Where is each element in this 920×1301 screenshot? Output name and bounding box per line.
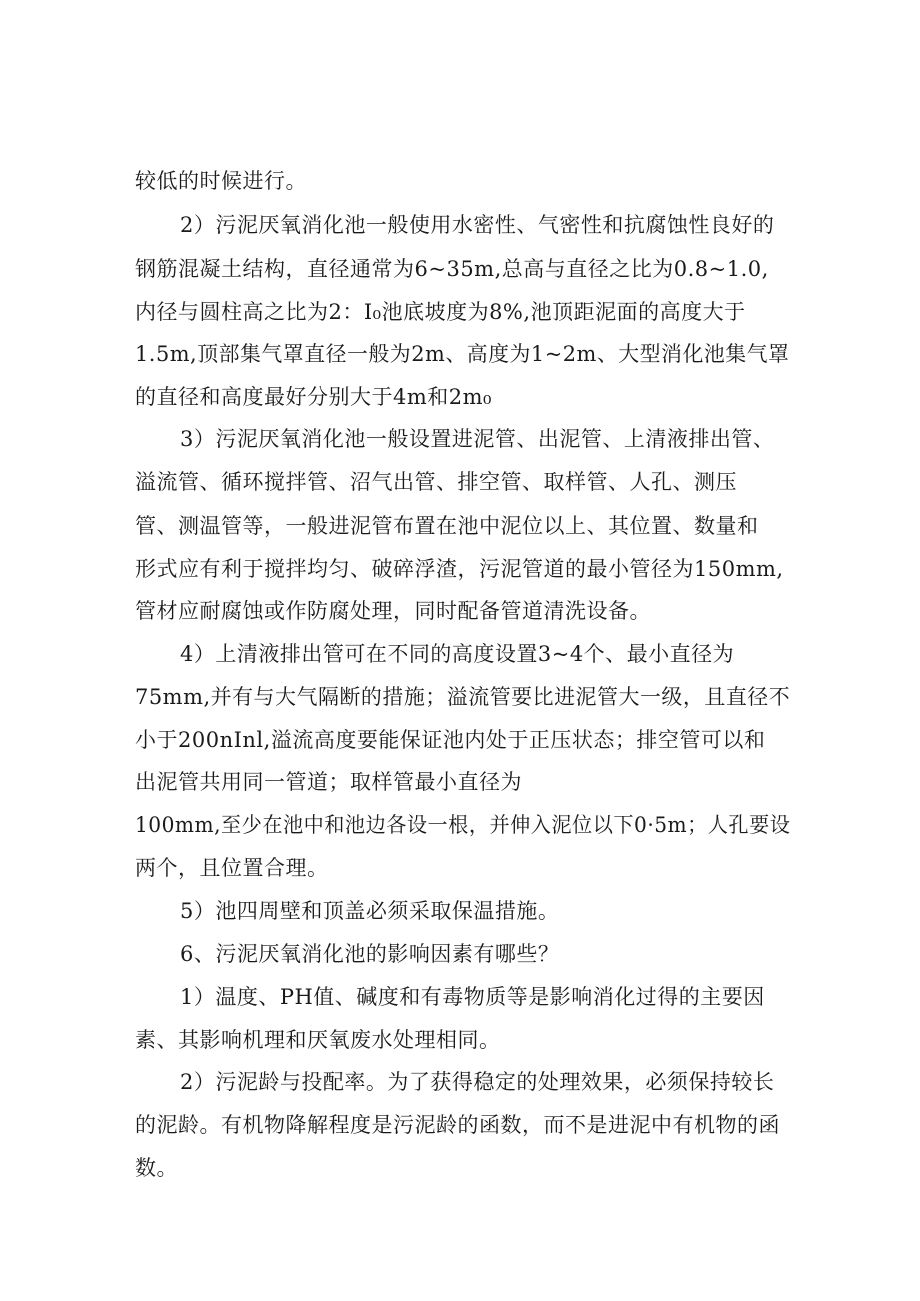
paragraph-line: 内径与圆柱高之比为2：I₀池底坡度为8%,池顶距泥面的高度大于 [135,300,746,324]
paragraph-line: 形式应有利于搅拌均匀、破碎浮渣，污泥管道的最小管径为150mm, [135,557,784,581]
paragraph-line: 钢筋混凝土结构，直径通常为6~35m,总高与直径之比为0.8~1.0, [135,257,769,281]
paragraph-line: 小于200nInl,溢流高度要能保证池内处于正压状态；排空管可以和 [135,728,766,752]
paragraph-line: 较低的时候进行。 [135,169,307,193]
paragraph-line: 溢流管、循环搅拌管、沼气出管、排空管、取样管、人孔、测压 [135,470,737,494]
paragraph-line: 1.5m,顶部集气罩直径一般为2m、高度为1~2m、大型消化池集气罩 [135,342,790,366]
paragraph-line: 3）污泥厌氧消化池一般设置进泥管、出泥管、上清液排出管、 [180,427,775,451]
paragraph-line: 75mm,并有与大气隔断的措施；溢流管要比进泥管大一级，且直径不 [135,685,791,709]
paragraph-line: 出泥管共用同一管道；取样管最小直径为 [135,770,522,794]
paragraph-line: 2）污泥龄与投配率。为了获得稳定的处理效果，必须保持较长 [180,1070,775,1094]
section-heading: 6、污泥厌氧消化池的影响因素有哪些？ [180,942,560,966]
paragraph-line: 管、测温管等，一般进泥管布置在池中泥位以上、其位置、数量和 [135,514,759,538]
paragraph-line: 1）温度、PH值、碱度和有毒物质等是影响消化过得的主要因 [180,985,765,1009]
paragraph-line: 素、其影响机理和厌氧废水处理相同。 [135,1028,501,1052]
paragraph-line: 5）池四周壁和顶盖必须采取保温措施。 [180,899,560,923]
paragraph-line: 2）污泥厌氧消化池一般使用水密性、气密性和抗腐蚀性良好的 [180,213,775,237]
paragraph-line: 数。 [135,1156,178,1180]
paragraph-line: 的泥龄。有机物降解程度是污泥龄的函数，而不是进泥中有机物的函 [135,1113,780,1137]
paragraph-line: 管材应耐腐蚀或作防腐处理，同时配备管道清洗设备。 [135,599,651,623]
paragraph-line: 100mm,至少在池中和池边各设一根，并伸入泥位以下0·5m；人孔要设 [135,813,791,837]
paragraph-line: 4）上清液排出管可在不同的高度设置3~4个、最小直径为 [180,642,735,666]
paragraph-line: 两个，且位置合理。 [135,856,329,880]
paragraph-line: 的直径和高度最好分别大于4m和2m₀ [135,385,492,409]
